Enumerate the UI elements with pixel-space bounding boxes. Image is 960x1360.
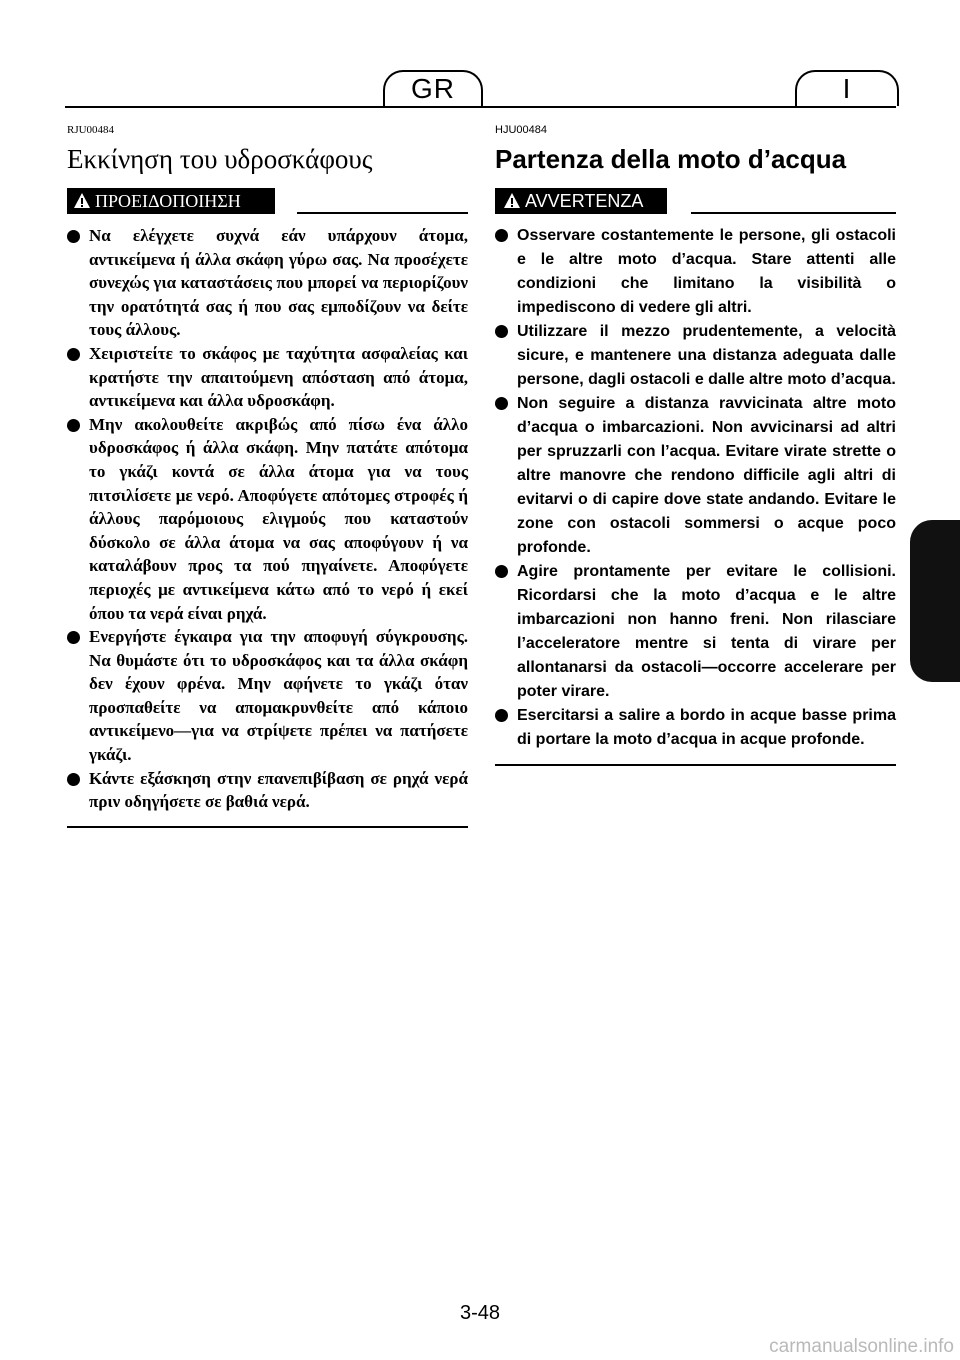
list-item xyxy=(67,342,468,413)
header-rule xyxy=(65,106,896,108)
warning-badge xyxy=(67,188,275,214)
bullet-dot-icon xyxy=(495,325,508,338)
watermark: carmanualsonline.info xyxy=(769,1336,954,1357)
list-item xyxy=(495,704,896,752)
warning-list xyxy=(67,224,468,814)
bullet-dot-icon xyxy=(495,229,508,242)
section-tab xyxy=(910,520,960,682)
warning-end-rule xyxy=(67,826,468,828)
warning-header xyxy=(67,188,468,218)
section-code: HJU00484 xyxy=(495,124,547,136)
warning-label: AVVERTENZA xyxy=(525,191,644,211)
bullet-dot-icon xyxy=(495,397,508,410)
page-number: 3-48 xyxy=(459,1302,501,1324)
list-item-text: Ενεργήστε έγκαιρα για την αποφυγή σύγκρουσης. Να θυμάστε ότι το υδροσκάφος και τα άλλα σκάφη δεν έχουν φρένα. Μην αφήνετε το γκάζι όταν προσπαθείτε να απομακρυνθείτε από κάποιο αντικείμενο—για να στρίψετε πρέπει να πατήσετε γκάζι. xyxy=(89,627,468,765)
list-item xyxy=(495,392,896,560)
list-item xyxy=(495,224,896,320)
list-item-text: Κάντε εξάσκηση στην επανεπιβίβαση σε ρηχά νερά πριν οδηγήσετε σε βαθιά νερά. xyxy=(89,768,468,812)
bullet-dot-icon xyxy=(67,773,80,786)
section-title: Partenza della moto d’acqua xyxy=(495,144,847,174)
bullet-dot-icon xyxy=(495,565,508,578)
bullet-dot-icon xyxy=(495,709,508,722)
bullet-dot-icon xyxy=(67,348,80,361)
warning-badge xyxy=(495,188,667,214)
bullet-dot-icon xyxy=(67,631,80,644)
warning-triangle-icon xyxy=(503,192,521,210)
list-item-text: Utilizzare il mezzo prudentemente, a velocità sicure, e mantenere una distanza adeguata dalle persone, dagli ostacoli e dalle altre moto d’acqua. xyxy=(517,323,896,388)
list-item-text: Μην ακολουθείτε ακριβώς από πίσω ένα άλλο υδροσκάφος ή άλλα σκάφη. Μην πατάτε απότομα το γκάζι κοντά σε άλλα άτομα για να τους πιτσιλίσετε με νερό. Αποφύγετε απότομες στροφές ή άλλους παρόμοιους ελιγμούς που καταστούν δύσκολο σε άλλα άτομα να σας αποφύγουν ή να καταλάβουν προς τα πού πηγαίνετε. Αποφύγετε περιοχές με αντικείμενα κάτω από το νερό ή εκεί όπου τα νερά είναι ρηχά. xyxy=(89,414,468,623)
list-item-text: Να ελέγχετε συχνά εάν υπάρχουν άτομα, αντικείμενα ή άλλα σκάφη γύρω σας. Να προσέχετε συνεχώς για καταστάσεις που μπορεί να περιορίζουν την ορατότητά σας ή που σας εμποδίζουν να δείτε τους άλλους. xyxy=(89,226,468,340)
section-title: Εκκίνηση του υδροσκάφους xyxy=(67,144,373,174)
bullet-dot-icon xyxy=(67,419,80,432)
list-item-text: Agire prontamente per evitare le collisioni. Ricordarsi che la moto d’acqua e le altre imbarcazioni non hanno freni. Non rilasciare l’acceleratore mentre si tenta di virare per allontanarsi da ostacoli—occorre accelerare per poter virare. xyxy=(517,563,896,700)
list-item xyxy=(67,413,468,625)
warning-rule xyxy=(297,212,468,214)
list-item-text: Χειριστείτε το σκάφος με ταχύτητα ασφαλείας και κρατήστε την απαιτούμενη απόσταση από άτομα, αντικείμενα και άλλα υδροσκάφη. xyxy=(89,343,468,411)
list-item-text: Non seguire a distanza ravvicinata altre moto d’acqua o imbarcazioni. Non avvicinarsi ad altri per spruzzarli con l’acqua. Evitare virate strette o altre manovre che rendono difficile agli altri di evitarvi o di capire dove state andando. Evitare le zone con ostacoli sommersi o acque poco profonde. xyxy=(517,395,896,556)
list-item xyxy=(67,767,468,814)
list-item xyxy=(67,224,468,342)
bullet-dot-icon xyxy=(67,230,80,243)
italian-column xyxy=(495,124,896,766)
section-code: RJU00484 xyxy=(67,124,115,136)
warning-triangle-icon xyxy=(73,192,91,210)
warning-list xyxy=(495,224,896,752)
list-item xyxy=(67,625,468,767)
list-item xyxy=(495,560,896,704)
warning-label: ΠΡΟΕΙΔΟΠΟΙΗΣΗ xyxy=(95,191,241,211)
list-item-text: Esercitarsi a salire a bordo in acque basse prima di portare la moto d’acqua in acque profonde. xyxy=(517,707,896,748)
list-item xyxy=(495,320,896,392)
list-item-text: Osservare costantemente le persone, gli ostacoli e le altre moto d’acqua. Stare attenti alle condizioni che limitano la visibilità o impediscono di vedere gli altri. xyxy=(517,227,896,316)
language-tab-i: I xyxy=(795,70,899,106)
greek-column xyxy=(67,124,468,828)
warning-end-rule xyxy=(495,764,896,766)
language-tab-gr: GR xyxy=(383,70,483,106)
warning-header xyxy=(495,188,896,218)
warning-rule xyxy=(691,212,896,214)
